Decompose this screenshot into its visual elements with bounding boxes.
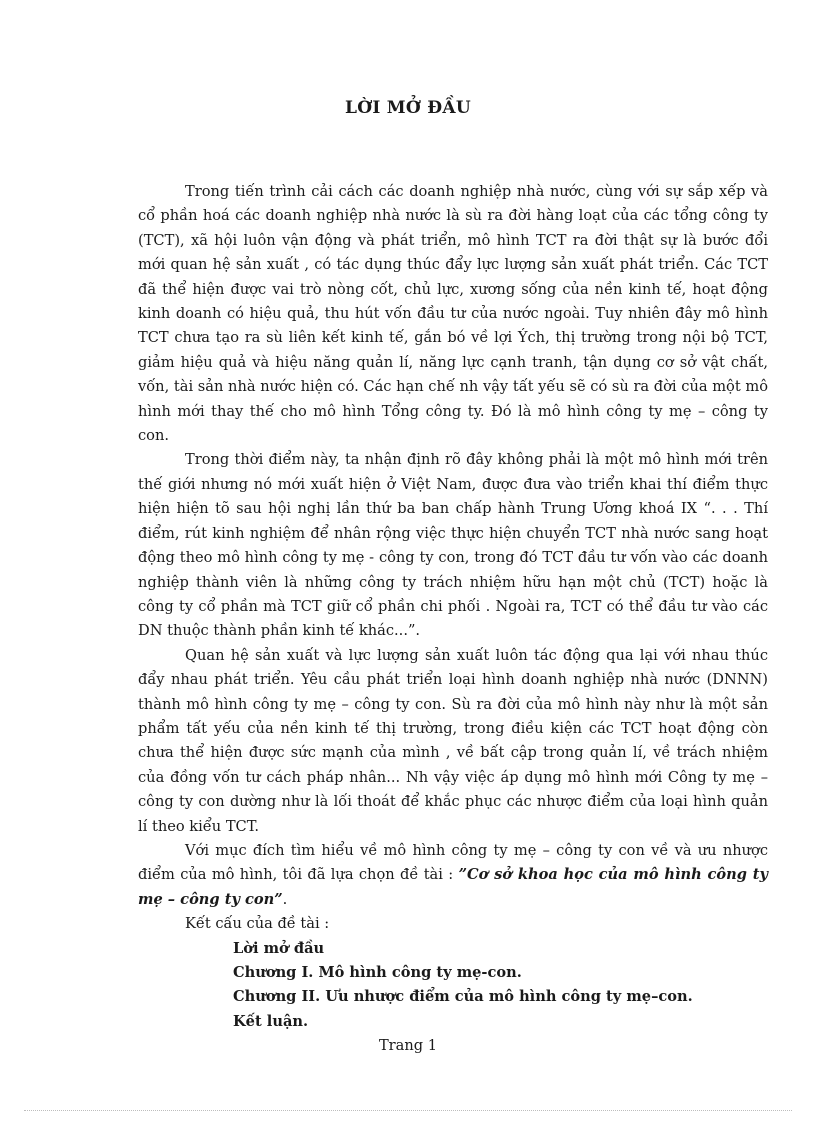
page-divider xyxy=(24,1110,792,1111)
paragraph-3: Quan hệ sản xuất và lực lượng sản xuất luôn tác động qua lại với nhau thúc đẩy nhau phát triển. Yêu cầu phát triển loại hình doanh nghiệp nhà nước (DNNN) thành mô hình công ty mẹ – công ty con. Sù ra đời của mô hình này như là một sản phẩm tất yếu của nền kinh tế thị trường, trong điều kiện các TCT hoạt động còn chưa thể hiện được sức mạnh của mình , về bất cập trong quản lí, về trách nhiệm của đồng vốn tư cách pháp nhân... Nh vậy việc áp dụng mô hình mới Công ty mẹ – công ty con dường như là lối thoát để khắc phục các nhược điểm của loại hình quản lí theo kiểu TCT. xyxy=(138,646,768,835)
paragraph-1: Trong tiến trình cải cách các doanh nghiệp nhà nước, cùng với sự sắp xếp và cổ phần hoá các doanh nghiệp nhà nước là sù ra đời hàng loạt của các tổng công ty (TCT), xã hội luôn vận động và phát triển, mô hình TCT ra đời thật sự là bước đổi mới quan hệ sản xuất , có tác dụng thúc đẩy lực lượng sản xuất phát triển. Các TCT đã thể hiện được vai trò nòng cốt, chủ lực, xương sống của nền kinh tế, hoạt động kinh doanh có hiệu quả, thu hút vốn đầu tư của nước ngoài. Tuy nhiên đây mô hình TCT chưa tạo ra sù liên kết kinh tế, gắn bó về lợi Ých, thị trường trong nội bộ TCT, giảm hiệu quả và hiệu năng quản lí, năng lực cạnh tranh, tận dụng cơ sở vật chất, vốn, tài sản nhà nước hiện có. Các hạn chế nh vậy tất yếu sẽ có sù ra đời của một mô hình mới thay thế cho mô hình Tổng công ty. Đó là mô hình công ty mẹ – công ty con. xyxy=(138,183,768,445)
toc-item: Chương I. Mô hình công ty mẹ-con. xyxy=(233,964,522,981)
toc-item: Chương II. Ưu nhược điểm của mô hình công ty mẹ–con. xyxy=(233,988,693,1006)
structure-heading: Kết cấu của đề tài : xyxy=(185,915,330,933)
toc-item: Kết luận. xyxy=(233,1012,309,1030)
page-title: LỜI MỞ ĐẦU xyxy=(344,98,472,118)
page-footer: Trang 1 xyxy=(378,1037,438,1054)
paragraph-4 xyxy=(138,839,768,912)
toc-item: Lời mở đầu xyxy=(233,939,325,957)
paragraph-2: Trong thời điểm này, ta nhận định rõ đây không phải là một mô hình mới trên thế giới nhưng nó mới xuất hiện ở Việt Nam, được đưa vào triển khai thí điểm thực hiện hiện tõ sau hội nghị lần thứ ba ban chấp hành Trung Ương khoá IX “. . . Thí điểm, rút kinh nghiệm để nhân rộng việc thực hiện chuyển TCT nhà nước sang hoạt động theo mô hình công ty mẹ - công ty con, trong đó TCT đầu tư vốn vào các doanh nghiệp thành viên là những công ty trách nhiệm hữu hạn một chủ (TCT) hoặc là công ty cổ phần mà TCT giữ cổ phần chi phối . Ngoài ra, TCT có thể đầu tư vào các DN thuộc thành phần kinh tế khác...”. xyxy=(138,451,768,640)
document-body xyxy=(138,180,768,1034)
topic-title: ”Cơ sở khoa học của mô hình công ty mẹ – công ty con” xyxy=(138,866,769,908)
paragraph-4-end: . xyxy=(282,890,288,908)
table-of-contents xyxy=(138,937,768,1035)
paragraph-4-lead: Với mục đích tìm hiểu về mô hình công ty mẹ – công ty con về và ưu nhược điểm của mô hình, tôi đã lựa chọn đề tài : xyxy=(138,841,768,884)
